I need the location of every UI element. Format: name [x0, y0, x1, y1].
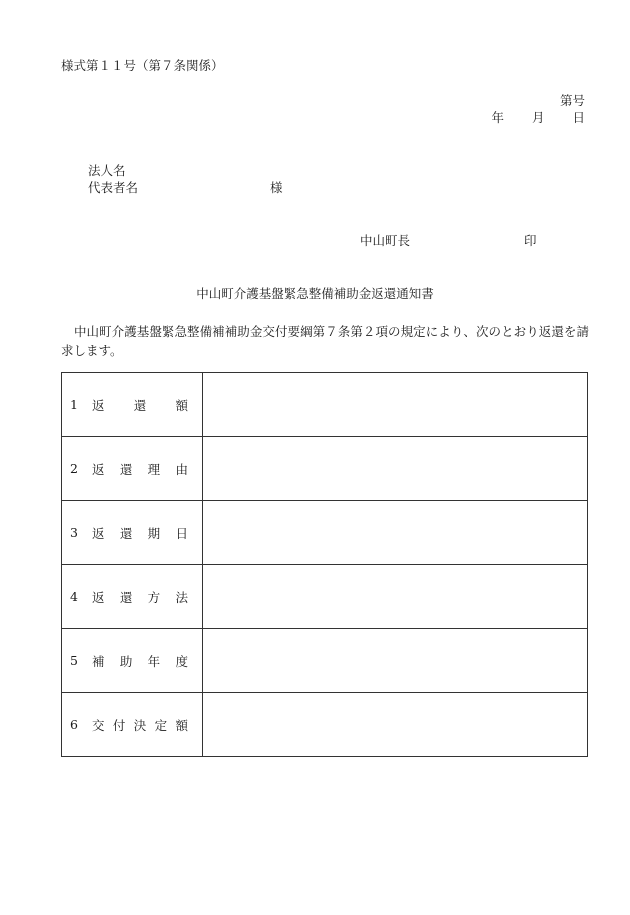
table-row	[62, 437, 588, 501]
form-number: 様式第１１号（第７条関係）	[61, 58, 224, 73]
issuer-title: 中山町長	[360, 233, 411, 248]
seal-mark: 印	[524, 233, 537, 248]
row-label-cell	[62, 373, 203, 437]
detail-table	[61, 372, 588, 757]
row-label	[70, 396, 202, 414]
date-day: 日	[572, 110, 585, 125]
representative-name-label: 代表者名	[88, 180, 139, 195]
document-title: 中山町介護基盤緊急整備補助金返還通知書	[196, 286, 434, 301]
row-label-cell	[62, 629, 203, 693]
row-value-cell	[203, 501, 588, 565]
row-number: 3	[70, 525, 78, 540]
date-line	[491, 112, 585, 125]
row-label-cell	[62, 437, 203, 501]
corporation-name-label: 法人名	[88, 163, 126, 178]
row-label-text: 交 付 決 定 額	[92, 717, 188, 733]
table-row	[62, 629, 588, 693]
row-label-text: 返 還 理 由	[92, 461, 188, 477]
recipient-block	[88, 165, 283, 199]
row-label-text: 補 助 年 度	[92, 653, 188, 669]
date-year: 年	[491, 110, 504, 125]
row-label-cell	[62, 565, 203, 629]
document-number-label: 第号	[559, 93, 585, 108]
body-text: 中山町介護基盤緊急整備補補助金交付要綱第７条第２項の規定により、次のとおり返還を請求します。	[61, 324, 589, 358]
honorific: 様	[270, 180, 283, 195]
row-label-cell	[62, 501, 203, 565]
table-row	[62, 373, 588, 437]
row-label	[70, 588, 202, 606]
table-row	[62, 565, 588, 629]
row-label	[70, 716, 202, 734]
row-label	[70, 524, 202, 542]
row-label-text: 返 還 方 法	[92, 589, 188, 605]
row-label	[70, 652, 202, 670]
row-label-text: 返 還 額	[92, 397, 188, 413]
row-number: 4	[70, 589, 78, 604]
row-value-cell	[203, 373, 588, 437]
date-month: 月	[531, 110, 545, 125]
issuer-line	[360, 235, 537, 248]
row-value-cell	[203, 693, 588, 757]
row-value-cell	[203, 629, 588, 693]
row-label-cell	[62, 693, 203, 757]
row-label-text: 返 還 期 日	[92, 525, 188, 541]
table-row	[62, 693, 588, 757]
row-number: 5	[70, 653, 78, 668]
row-number: 2	[70, 461, 78, 476]
row-value-cell	[203, 437, 588, 501]
row-number: 6	[70, 717, 78, 732]
row-label	[70, 460, 202, 478]
row-number: 1	[70, 397, 78, 412]
table-row	[62, 501, 588, 565]
row-value-cell	[203, 565, 588, 629]
